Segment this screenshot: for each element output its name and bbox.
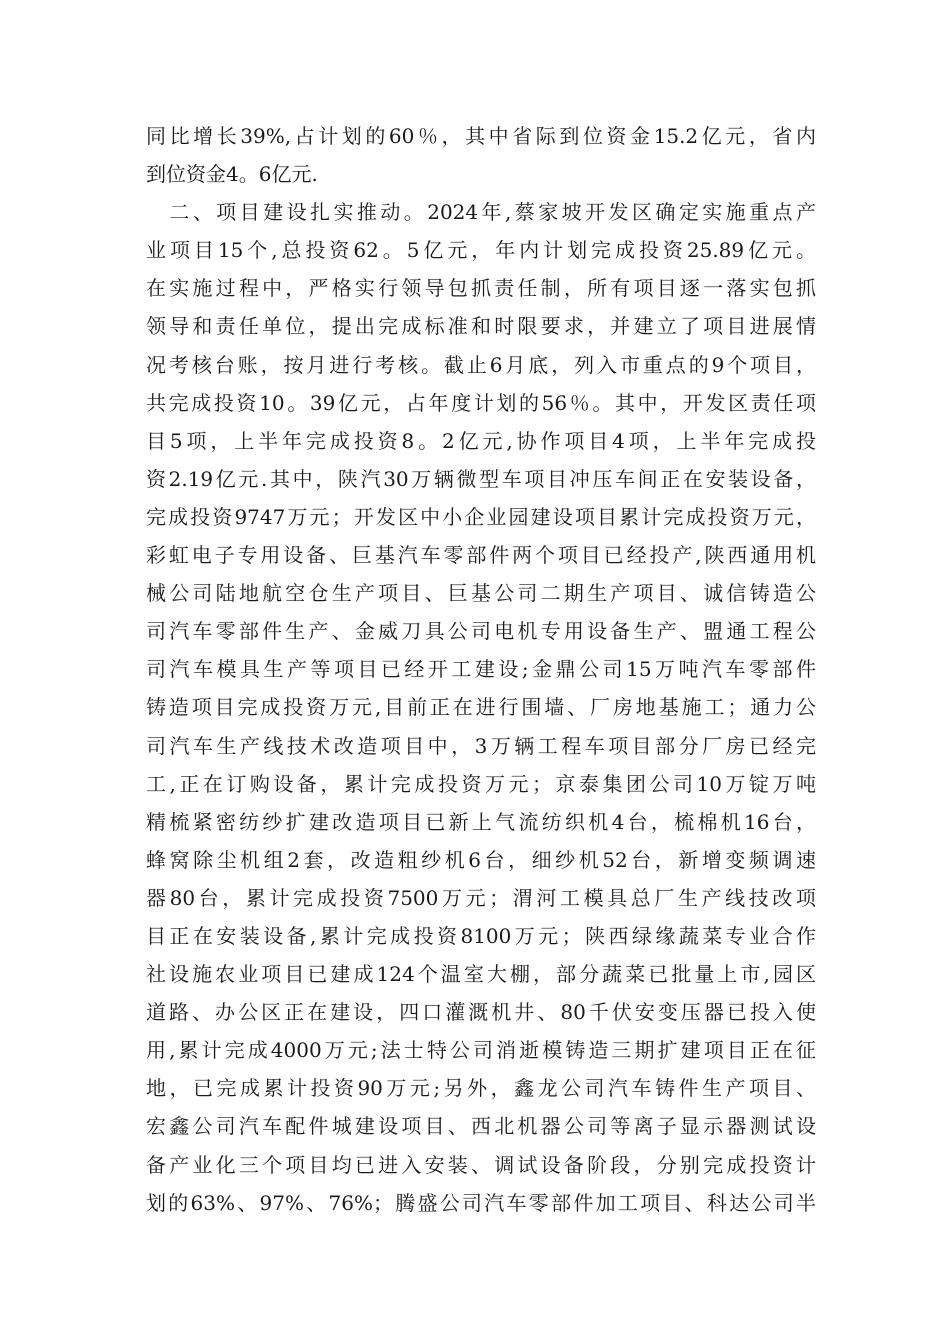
text-line: 彩虹电子专用设备、巨基汽车零部件两个项目已经投产,陕西通用机: [146, 543, 816, 568]
body-text: [146, 117, 816, 1222]
text-line: 完成投资9747万元；开发区中小企业园建设项目累计完成投资万元，: [146, 504, 816, 529]
text-line: 司汽车零部件生产、金威刀具公司电机专用设备生产、盟通工程公: [146, 619, 816, 644]
text-line: 工,正在订购设备，累计完成投资万元；京泰集团公司10万锭万吨: [146, 771, 816, 796]
text-line: 同比增长39%,占计划的60％，其中省际到位资金15.2亿元，省内: [146, 124, 816, 148]
text-line: 目正在安装设备,累计完成投资8100万元；陕西绿缘蔬菜专业合作: [146, 923, 816, 948]
text-line: 备产业化三个项目均已进入安装、调试设备阶段，分别完成投资计: [146, 1152, 816, 1177]
text-line: 道路、办公区正在建设，四口灌溉机井、80千伏安变压器已投入使: [146, 1000, 816, 1025]
text-line: 地，已完成累计投资90万元;另外，鑫龙公司汽车铸件生产项目、: [146, 1076, 816, 1101]
text-line: 在实施过程中，严格实行领导包抓责任制，所有项目逐一落实包抓: [146, 276, 816, 301]
text-line: 划的63%、97%、76%；腾盛公司汽车零部件加工项目、科达公司半: [146, 1190, 816, 1215]
text-line: 共完成投资10。39亿元，占年度计划的56％。其中，开发区责任项: [146, 390, 816, 415]
text-line: 用,累计完成4000万元;法士特公司消逝模铸造三期扩建项目正在征: [146, 1038, 816, 1063]
text-line: 领导和责任单位，提出完成标准和时限要求，并建立了项目进展情: [146, 314, 816, 339]
text-line: 社设施农业项目已建成124个温室大棚，部分蔬菜已批量上市,园区: [146, 962, 816, 987]
text-line: 况考核台账，按月进行考核。截止6月底，列入市重点的9个项目，: [146, 352, 816, 377]
text-line: 业项目15个,总投资62。5亿元，年内计划完成投资25.89亿元。: [146, 238, 816, 263]
text-line: 二、项目建设扎实推动。2024年,蔡家坡开发区确定实施重点产: [146, 200, 816, 225]
text-line: 宏鑫公司汽车配件城建设项目、西北机器公司等离子显示器测试设: [146, 1114, 816, 1139]
text-line: 械公司陆地航空仓生产项目、巨基公司二期生产项目、诚信铸造公: [146, 581, 816, 606]
text-line: 蜂窝除尘机组2套，改造粗纱机6台，细纱机52台，新增变频调速: [146, 847, 816, 872]
text-line: 司汽车生产线技术改造项目中，3万辆工程车项目部分厂房已经完: [146, 733, 816, 758]
text-line: 精梳紧密纺纱扩建改造项目已新上气流纺织机4台，梳棉机16台，: [146, 809, 816, 834]
text-line: 到位资金4。6亿元.: [146, 162, 318, 187]
text-line: 铸造项目完成投资万元,目前正在进行围墙、厂房地基施工；通力公: [146, 695, 816, 720]
text-line: 资2.19亿元.其中，陕汽30万辆微型车项目冲压车间正在安装设备，: [146, 466, 816, 491]
text-line: 目5项，上半年完成投资8。2亿元,协作项目4项，上半年完成投: [146, 428, 816, 453]
text-line: 司汽车模具生产等项目已经开工建设;金鼎公司15万吨汽车零部件: [146, 657, 816, 682]
text-line: 器80台，累计完成投资7500万元；渭河工模具总厂生产线技改项: [146, 885, 816, 910]
